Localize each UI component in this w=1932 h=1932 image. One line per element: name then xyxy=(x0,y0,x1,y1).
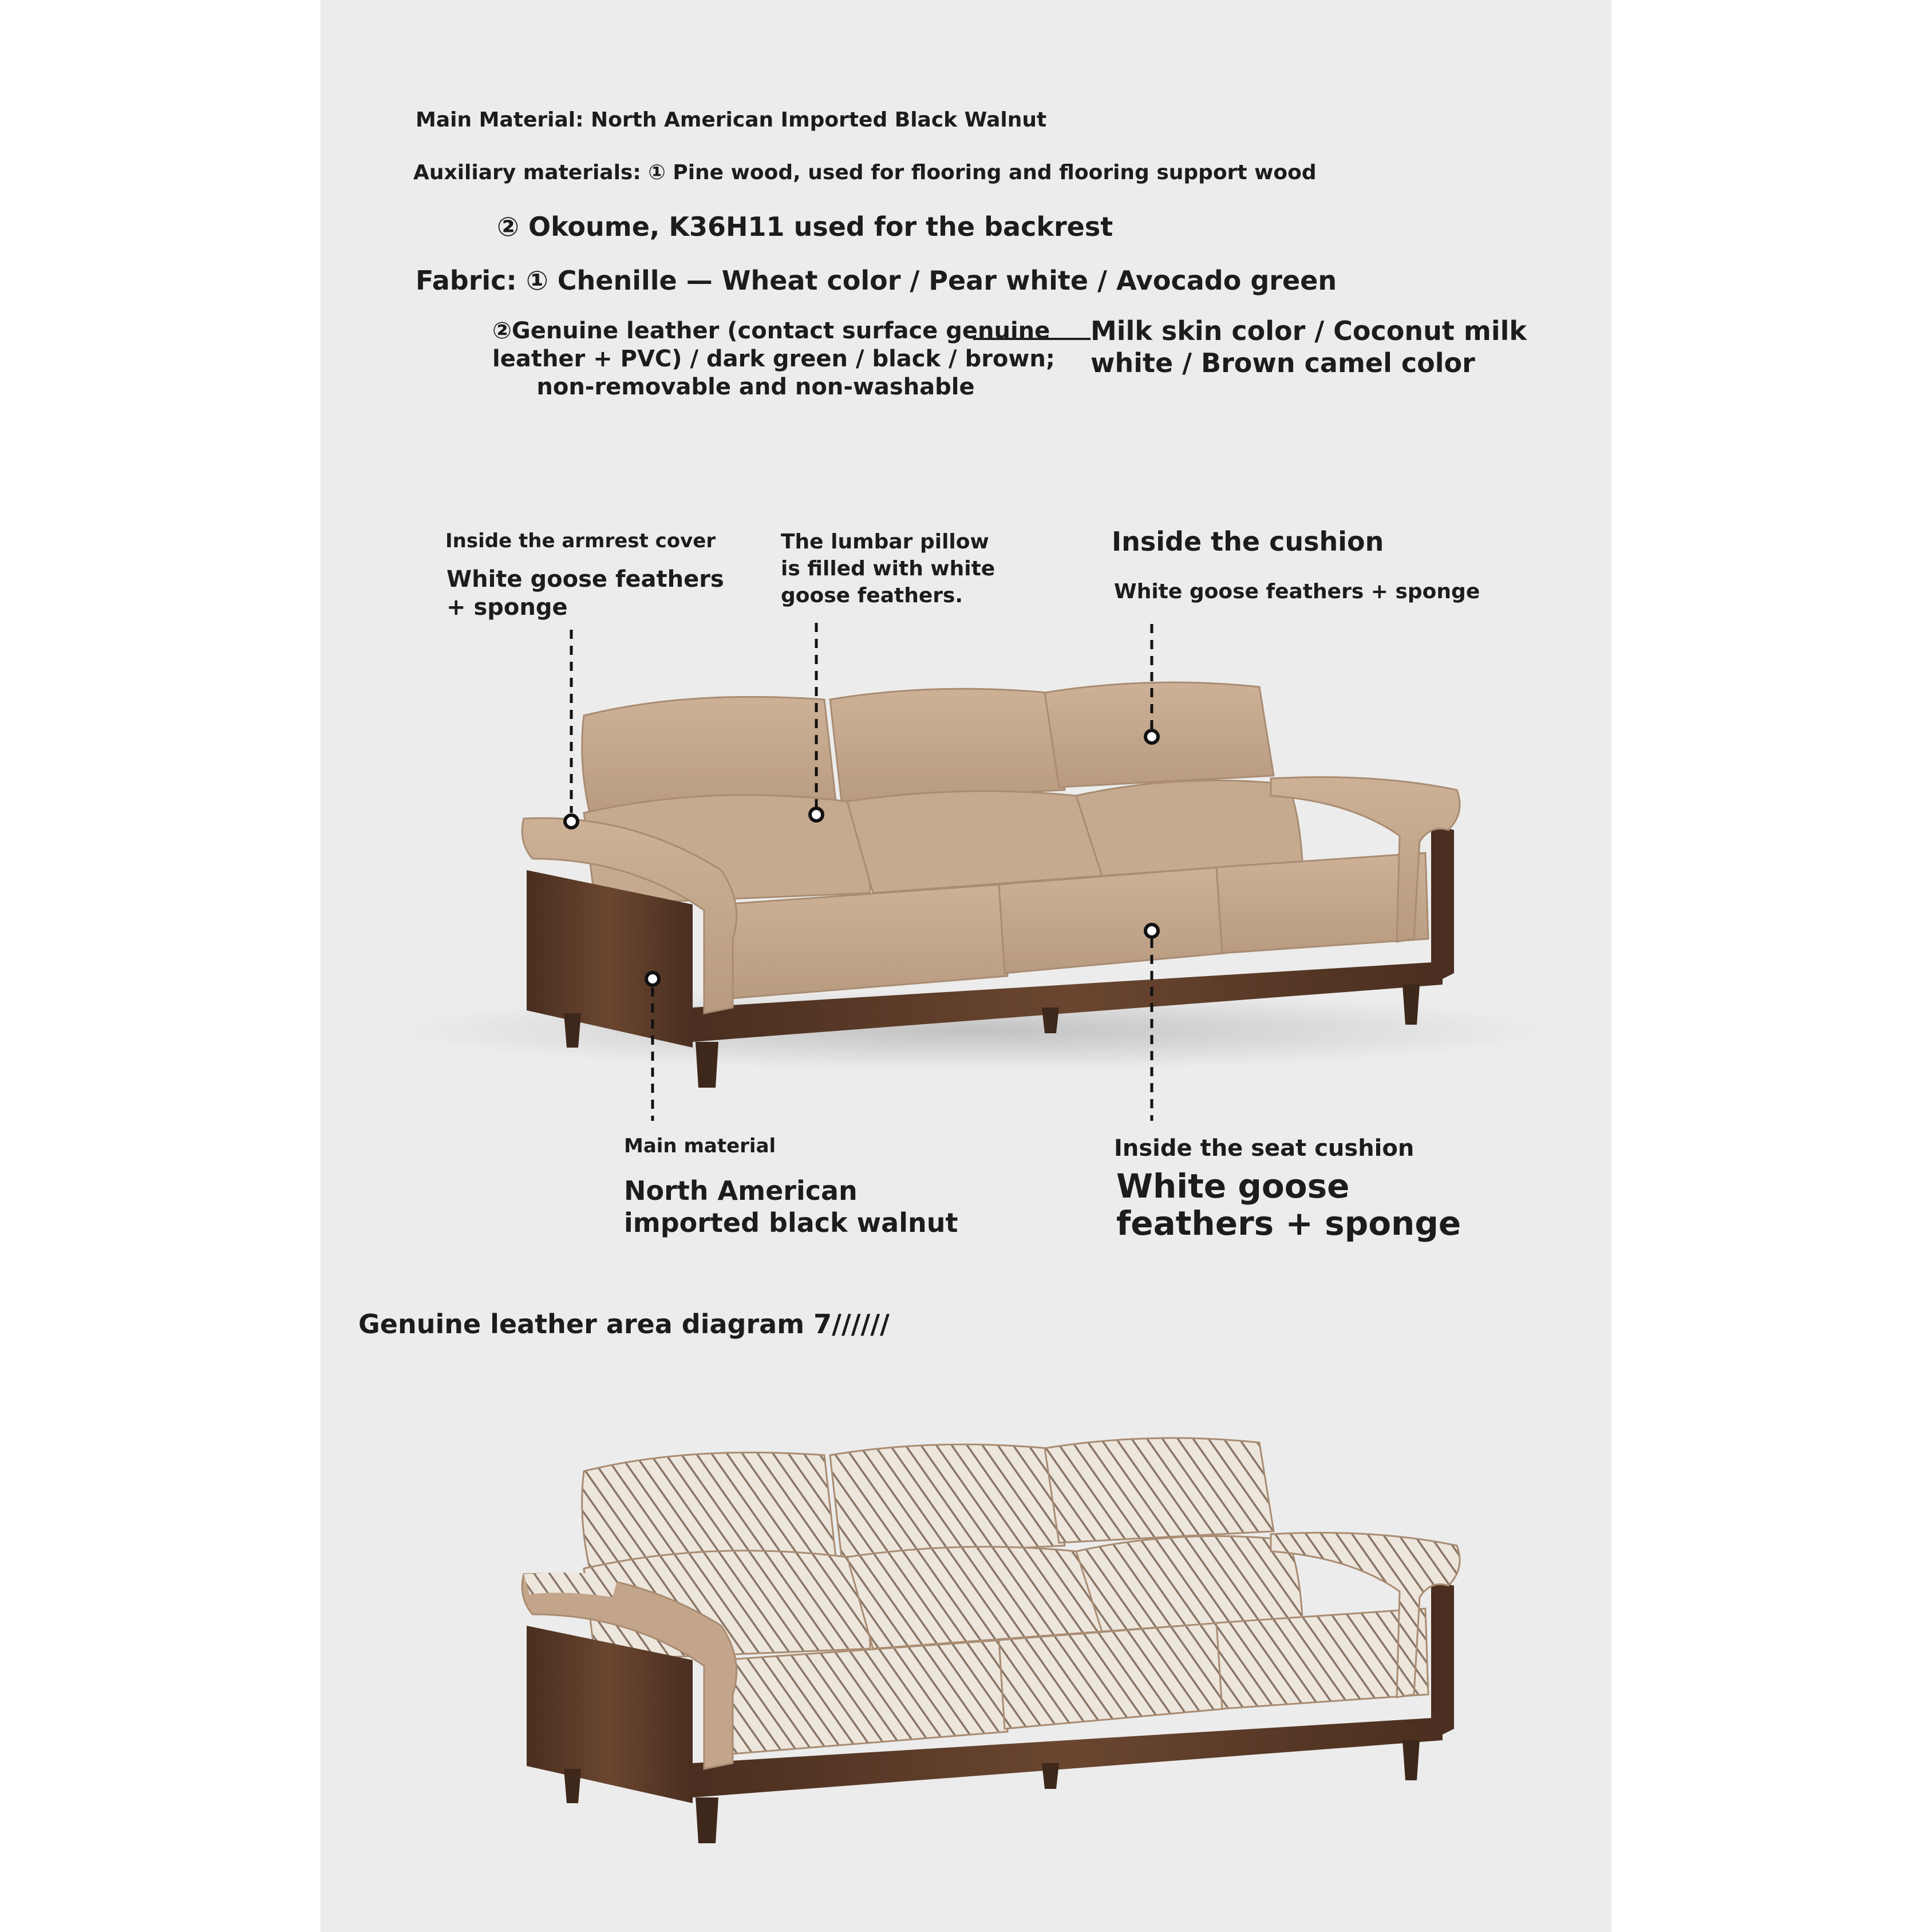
sofa-1-lumbar-middle xyxy=(847,791,1102,893)
sofa-1-seat-cushion-left xyxy=(721,884,1008,999)
sofa-leather-area-diagram xyxy=(0,1425,1932,1860)
sofa-2-lumbar-middle xyxy=(847,1547,1102,1649)
lumbar-callout-line3: goose feathers. xyxy=(781,583,963,607)
sofa-2-leg xyxy=(564,1769,581,1803)
sofa-1-seat-cushion-middle xyxy=(999,867,1225,973)
main-material-callout-title: Main material xyxy=(624,1135,776,1157)
sofa-2-leg xyxy=(1042,1763,1059,1789)
armrest-callout-line2: + sponge xyxy=(447,594,568,621)
sofa-2-walnut-right-side xyxy=(1431,1580,1454,1740)
sofa-leather-illustration xyxy=(0,601,1932,1174)
seat-callout-desc xyxy=(1116,1168,1461,1242)
sofa-2-seat-cushion-middle xyxy=(999,1623,1225,1729)
cushion-callout-title: Inside the cushion xyxy=(1112,526,1384,557)
lumbar-callout xyxy=(781,529,995,609)
leather-colors-note xyxy=(1091,315,1527,379)
sofa-2-seat-cushion-left xyxy=(721,1640,1008,1755)
main-material-callout-desc xyxy=(624,1175,958,1239)
leather-colors-connector-line xyxy=(0,0,1932,401)
armrest-callout-title: Inside the armrest cover xyxy=(445,530,716,552)
sofa-1-leg xyxy=(696,1042,718,1088)
sofa-1-leg xyxy=(564,1013,581,1048)
sofa-1-walnut-right-side xyxy=(1431,824,1454,985)
fabric-leather-note-line1: ②Genuine leather (contact surface genuine xyxy=(492,318,1050,344)
fabric-line-1: Fabric: ① Chenille — Wheat color / Pear white / Avocado green xyxy=(416,265,1337,296)
fabric-leather-note-line2: leather + PVC) / dark green / black / brown; xyxy=(492,345,1055,372)
auxiliary-materials-line-2: ② Okoume, K36H11 used for the backrest xyxy=(497,211,1113,242)
leather-colors-line1: Milk skin color / Coconut milk xyxy=(1091,315,1527,346)
auxiliary-materials-line: Auxiliary materials: ① Pine wood, used for flooring and flooring support wood xyxy=(413,161,1317,184)
cushion-callout-desc: White goose feathers + sponge xyxy=(1114,580,1480,603)
sofa-2-lumbar-right xyxy=(1076,1536,1302,1631)
fabric-leather-note-line3: non-removable and non-washable xyxy=(536,373,975,400)
seat-callout-line2: feathers + sponge xyxy=(1116,1203,1461,1243)
main-material-callout-line1: North American xyxy=(624,1175,858,1206)
lumbar-callout-line1: The lumbar pillow xyxy=(781,530,989,554)
sofa-1-lumbar-right xyxy=(1076,780,1302,876)
armrest-callout-line1: White goose feathers xyxy=(447,566,724,592)
sofa-1-back-cushion-middle xyxy=(830,689,1065,801)
sofa-2-leg xyxy=(696,1797,718,1843)
leather-colors-line2: white / Brown camel color xyxy=(1091,347,1475,379)
sofa-2-back-cushion-right xyxy=(1045,1438,1274,1543)
seat-callout-line1: White goose xyxy=(1116,1167,1350,1206)
sofa-1-leg xyxy=(1402,985,1420,1025)
sofa-2-leg xyxy=(1402,1740,1420,1780)
lumbar-callout-line2: is filled with white xyxy=(781,556,995,580)
sofa-2-back-cushion-middle xyxy=(830,1444,1065,1557)
main-material-line: Main Material: North American Imported Black Walnut xyxy=(416,108,1047,132)
sofa-1-leg xyxy=(1042,1008,1059,1033)
leather-area-diagram-title: Genuine leather area diagram 7////// xyxy=(358,1309,890,1340)
main-material-callout-line2: imported black walnut xyxy=(624,1207,958,1239)
seat-callout-title: Inside the seat cushion xyxy=(1114,1135,1415,1161)
